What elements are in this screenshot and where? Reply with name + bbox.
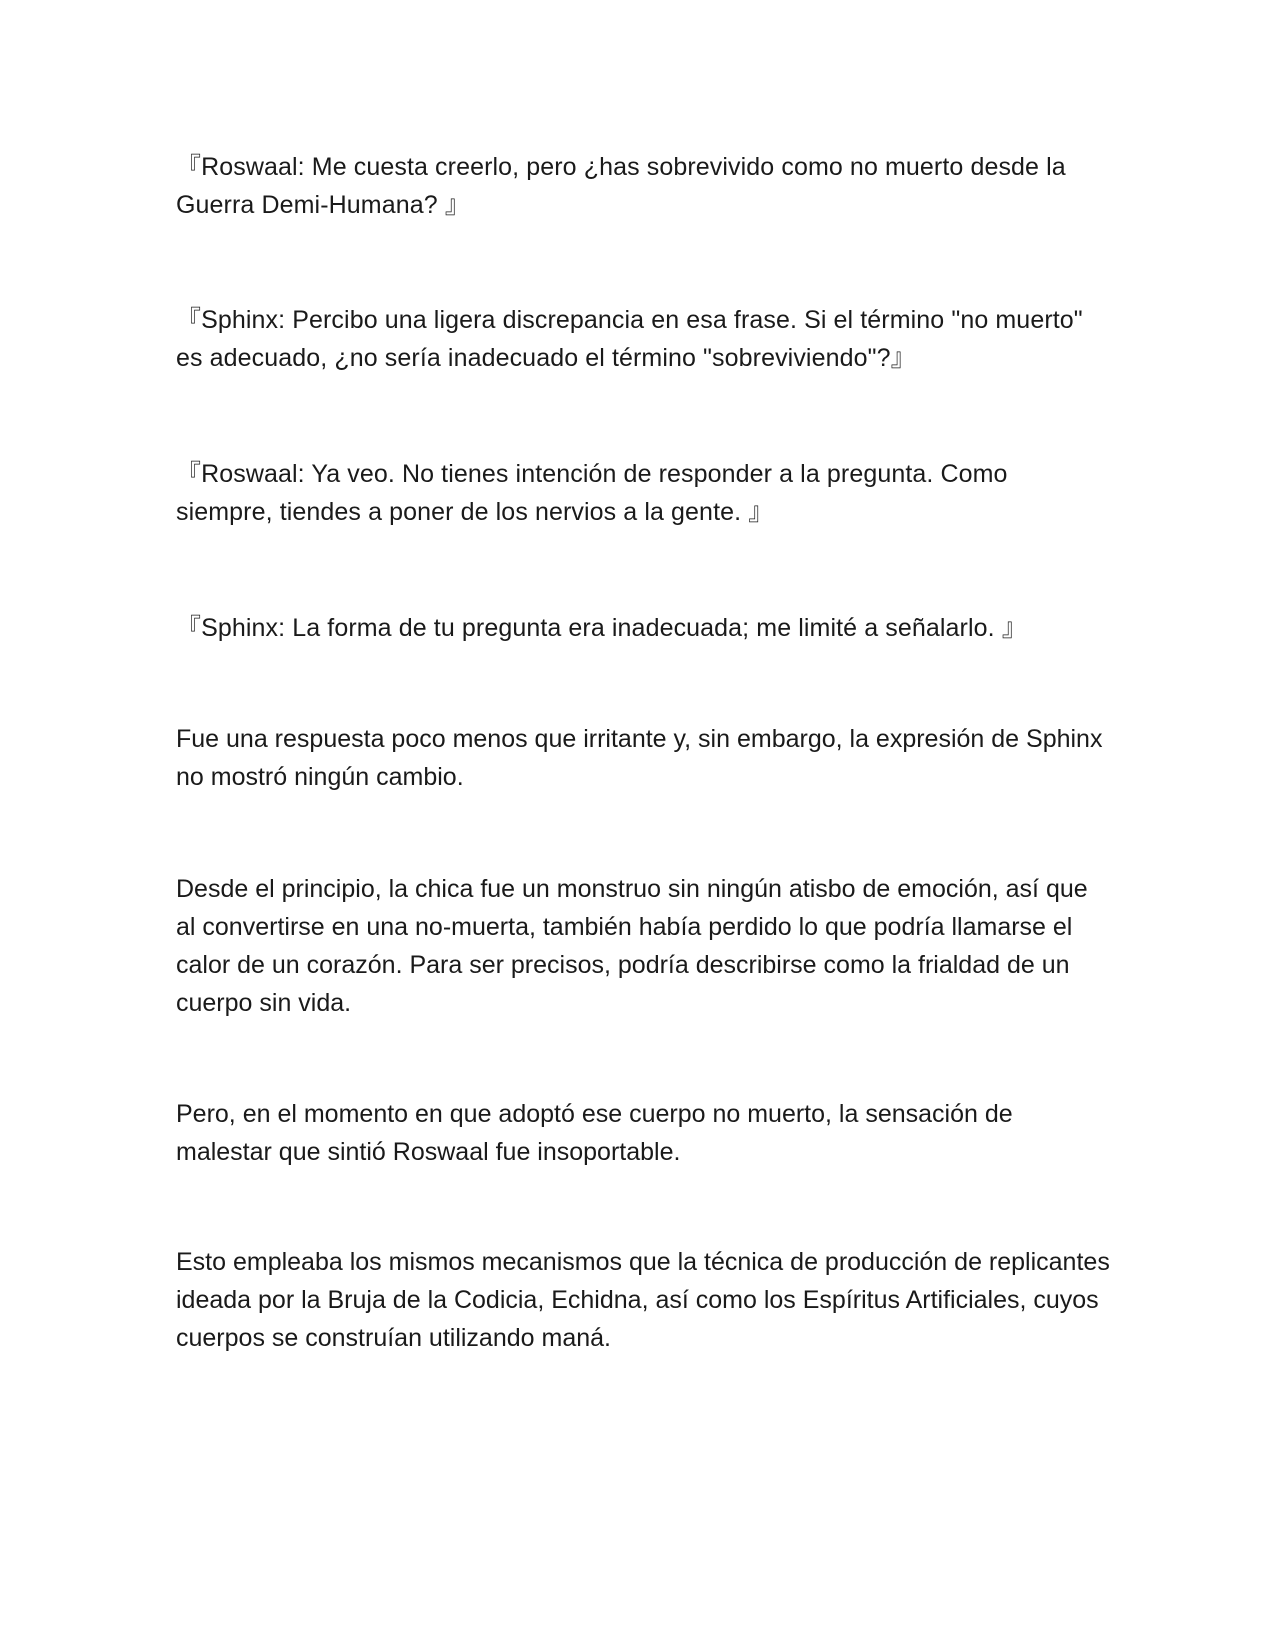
dialogue-sphinx-2: 『Sphinx: La forma de tu pregunta era inadecuada; me limité a señalarlo. 』 xyxy=(176,614,1027,642)
narration-paragraph-4: Esto empleaba los mismos mecanismos que la técnica de producción de replicantes ideada por la Bruja de la Codicia, Echidna, así como los Espíritus Artificiales, cuyos cuerpos se construían utilizando maná. xyxy=(176,1248,1110,1352)
narration-paragraph-3: Pero, en el momento en que adoptó ese cuerpo no muerto, la sensación de malestar que sintió Roswaal fue insoportable. xyxy=(176,1100,1013,1166)
dialogue-sphinx-1: 『Sphinx: Percibo una ligera discrepancia en esa frase. Si el término "no muerto" es adecuado, ¿no sería inadecuado el término "sobreviviendo"?』 xyxy=(176,306,1083,372)
narration-paragraph-1: Fue una respuesta poco menos que irritante y, sin embargo, la expresión de Sphinx no mostró ningún cambio. xyxy=(176,725,1103,791)
dialogue-roswaal-1: 『Roswaal: Me cuesta creerlo, pero ¿has sobrevivido como no muerto desde la Guerra Demi-Humana? 』 xyxy=(176,153,1066,219)
dialogue-roswaal-2: 『Roswaal: Ya veo. No tienes intención de responder a la pregunta. Como siempre, tiendes a poner de los nervios a la gente. 』 xyxy=(176,460,1008,526)
narration-paragraph-2: Desde el principio, la chica fue un monstruo sin ningún atisbo de emoción, así que al convertirse en una no-muerta, también había perdido lo que podría llamarse el calor de un corazón. Para ser precisos, podría describirse como la frialdad de un cuerpo sin vida. xyxy=(176,875,1088,1017)
